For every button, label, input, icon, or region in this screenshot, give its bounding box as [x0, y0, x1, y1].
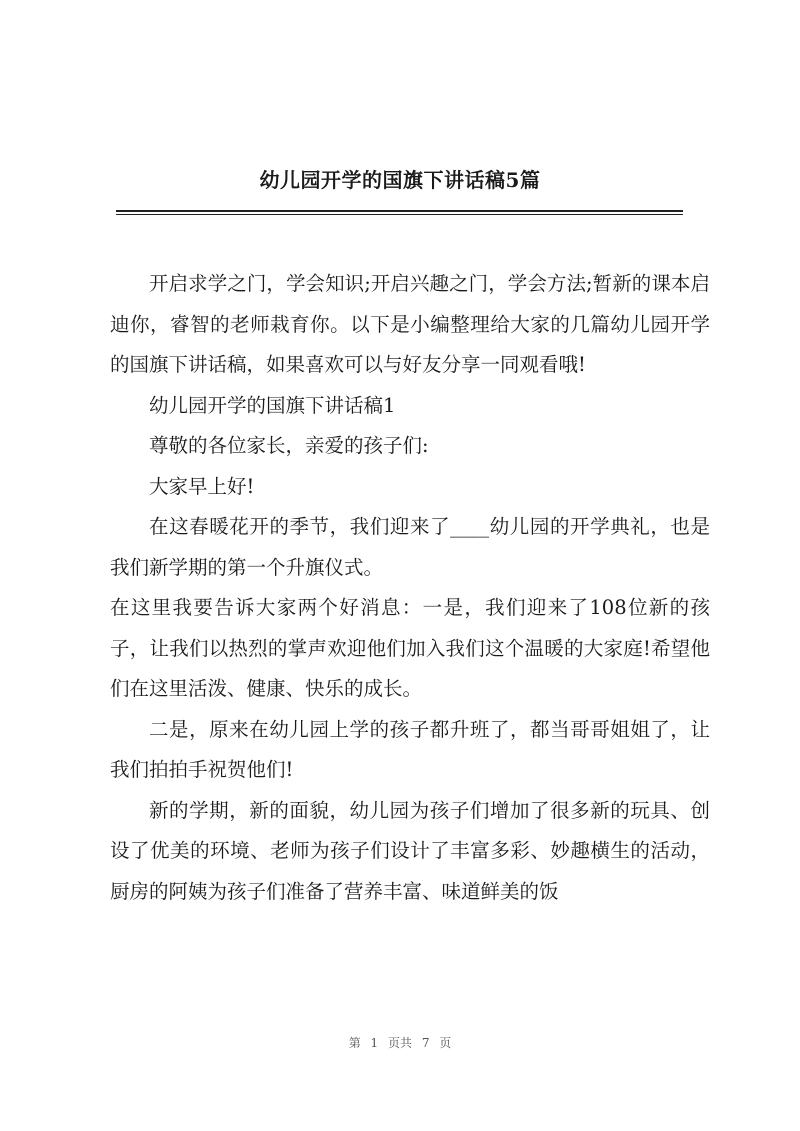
greeting-paragraph: 大家早上好!: [149, 474, 255, 498]
salutation-paragraph: 尊敬的各位家长，亲爱的孩子们:: [149, 434, 429, 457]
title-divider-thin: [116, 214, 683, 215]
document-body: [110, 264, 710, 912]
body-paragraph: 在这里我要告诉大家两个好消息：一是，我们迎来了108位新的孩子，让我们以热烈的掌声欢迎他们加入我们这个温暖的大家庭!希望他们在这里活泼、健康、快乐的成长。: [110, 596, 710, 700]
section-heading: 幼儿园开学的国旗下讲话稿1: [149, 393, 396, 417]
document-title: 幼儿园开学的国旗下讲话稿5篇: [259, 168, 541, 192]
body-paragraph: 新的学期，新的面貌，幼儿园为孩子们增加了很多新的玩具、创设了优美的环境、老师为孩子们设计了丰富多彩、妙趣横生的活动，厨房的阿姨为孩子们准备了营养丰富、味道鲜美的饭: [110, 798, 710, 903]
title-divider-thick: [116, 210, 683, 212]
intro-paragraph: 开启求学之门，学会知识;开启兴趣之门，学会方法;暂新的课本启迪你，睿智的老师栽育你。以下是小编整理给大家的几篇幼儿园开学的国旗下讲话稿，如果喜欢可以与好友分享一同观看哦!: [110, 272, 710, 376]
page-footer: 第 1 页共 7 页: [348, 1036, 452, 1050]
body-paragraph: 在这春暖花开的季节，我们迎来了____幼儿园的开学典礼，也是我们新学期的第一个升旗仪式。: [110, 515, 710, 579]
body-paragraph: 二是，原来在幼儿园上学的孩子都升班了，都当哥哥姐姐了，让我们拍拍手祝贺他们!: [110, 717, 710, 781]
